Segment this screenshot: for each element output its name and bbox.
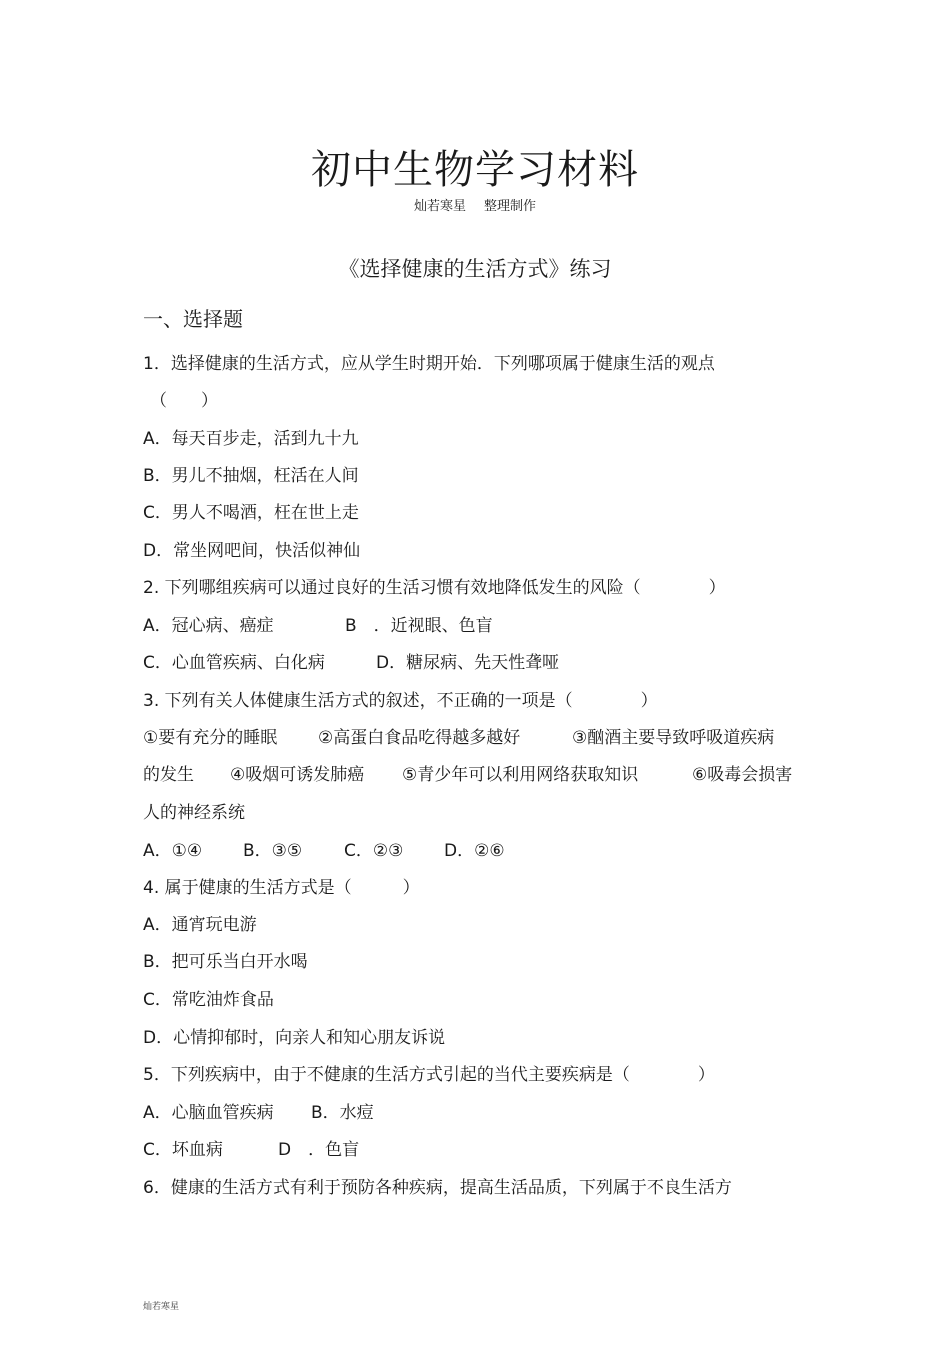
question-3-option-b: B．③⑤ [243,841,303,861]
question-2-option-c: C．心血管疾病、白化病 [143,653,325,673]
question-4-option-b: B．把可乐当白开水喝 [143,952,308,972]
question-5-option-c: C．坏血病 [143,1140,223,1160]
question-3-statement-3-cont: 的发生 [143,765,194,785]
question-6-stem: 6．健康的生活方式有利于预防各种疾病，提高生活品质，下列属于不良生活方 [143,1178,732,1198]
question-3-option-a: A．①④ [143,841,203,861]
section-title: 一、选择题 [143,307,243,331]
question-5-option-d: D ．色盲 [278,1140,360,1160]
question-1-option-a: A．每天百步走，活到九十九 [143,429,359,449]
question-2-option-a: A．冠心病、癌症 [143,616,274,636]
question-1-stem: 1．选择健康的生活方式，应从学生时期开始．下列哪项属于健康生活的观点 [143,354,715,374]
page-title: 初中生物学习材料 [311,147,639,193]
question-3-option-d: D．②⑥ [444,841,505,861]
credit-line [0,195,950,214]
question-5-option-a: A．心脑血管疾病 [143,1103,274,1123]
question-3-statement-1: ①要有充分的睡眠 [143,728,278,748]
question-1-blank: （ ） [150,391,218,411]
question-3-statement-6-cont: 人的神经系统 [143,803,245,823]
document-heading: 《选择健康的生活方式》练习 [338,257,612,281]
question-4-option-c: C．常吃油炸食品 [143,990,274,1010]
question-1-option-b: B．男儿不抽烟，枉活在人间 [143,466,359,486]
question-5-stem: 5．下列疾病中，由于不健康的生活方式引起的当代主要疾病是（ ） [143,1065,715,1085]
page-footer: 灿若寒星 [143,1302,180,1312]
question-2-option-b: B ．近视眼、色盲 [345,616,493,636]
credit-text: 整理制作 [484,199,537,214]
question-3-statement-3: ③酗酒主要导致呼吸道疾病 [572,728,775,748]
question-3-statement-4: ④吸烟可诱发肺癌 [230,765,365,785]
question-3-option-c: C．②③ [344,841,404,861]
question-4-option-d: D．心情抑郁时，向亲人和知心朋友诉说 [143,1028,446,1048]
question-4-option-a: A．通宵玩电游 [143,915,257,935]
question-3-stem: 3. 下列有关人体健康生活方式的叙述，不正确的一项是（ ） [143,691,658,711]
question-1-option-d: D．常坐网吧间，快活似神仙 [143,541,361,561]
question-3-statement-2: ②高蛋白食品吃得越多越好 [318,728,521,748]
question-5-option-b: B．水痘 [311,1103,374,1123]
author-name: 灿若寒星 [413,199,466,214]
question-3-statement-6: ⑥吸毒会损害 [692,765,793,785]
question-3-statement-5: ⑤青少年可以利用网络获取知识 [402,765,639,785]
question-2-stem: 2. 下列哪组疾病可以通过良好的生活习惯有效地降低发生的风险（ ） [143,578,726,598]
question-1-option-c: C．男人不喝酒，枉在世上走 [143,503,359,523]
question-2-option-d: D．糖尿病、先天性聋哑 [376,653,560,673]
question-4-stem: 4. 属于健康的生活方式是（ ） [143,878,420,898]
